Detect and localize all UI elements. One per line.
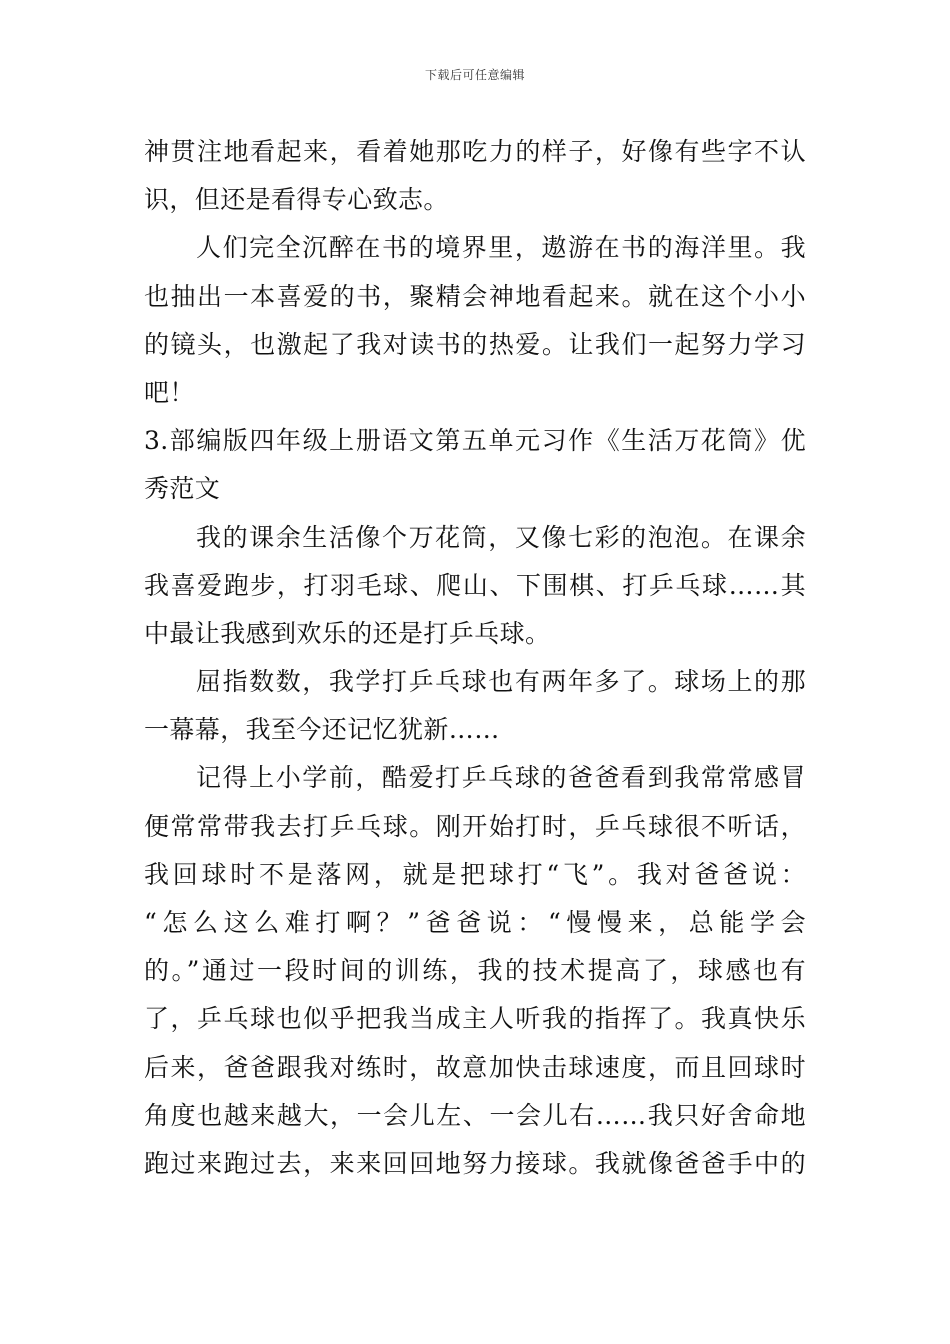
text-line: “怎么这么难打啊？”爸爸说：“慢慢来，总能学会	[144, 908, 806, 937]
section-heading-line: 秀范文	[144, 474, 221, 504]
page-header-note: 下载后可任意编辑	[424, 68, 525, 82]
text-line: 我喜爱跑步，打羽毛球、爬山、下围棋、打乒乓球……其	[144, 570, 806, 600]
text-line: 的镜头，也激起了我对读书的热爱。让我们一起努力学习	[144, 329, 806, 359]
text-line: 吧！	[144, 377, 195, 407]
text-line: 屈指数数，我学打乒乓球也有两年多了。球场上的那	[196, 667, 806, 697]
text-line: 我的课余生活像个万花筒，又像七彩的泡泡。在课余	[196, 522, 806, 552]
text-line: 跑过来跑过去，来来回回地努力接球。我就像爸爸手中的	[144, 1148, 806, 1178]
text-line: 我回球时不是落网，就是把球打“飞”。我对爸爸说：	[144, 859, 806, 889]
text-line: 的。”通过一段时间的训练，我的技术提高了，球感也有	[144, 956, 806, 986]
text-line: 中最让我感到欢乐的还是打乒乓球。	[144, 618, 551, 648]
text-line: 神贯注地看起来，看着她那吃力的样子，好像有些字不认	[144, 137, 806, 166]
section-heading-line: 3.部编版四年级上册语文第五单元习作《生活万花筒》优	[144, 426, 806, 456]
text-line: 角度也越来越大，一会儿左、一会儿右……我只好舍命地	[144, 1100, 806, 1130]
text-line: 了，乒乓球也似乎把我当成主人听我的指挥了。我真快乐	[144, 1004, 806, 1034]
text-line: 人们完全沉醉在书的境界里，遨游在书的海洋里。我	[196, 233, 806, 263]
text-line: 也抽出一本喜爱的书，聚精会神地看起来。就在这个小小	[144, 281, 806, 311]
text-line: 便常常带我去打乒乓球。刚开始打时，乒乓球很不听话，	[144, 811, 806, 841]
text-line: 记得上小学前，酷爱打乒乓球的爸爸看到我常常感冒	[196, 763, 806, 793]
text-line: 识，但还是看得专心致志。	[144, 185, 449, 215]
document-body	[144, 128, 806, 1188]
text-line: 后来，爸爸跟我对练时，故意加快击球速度，而且回球时	[144, 1052, 806, 1082]
text-line: 一幕幕，我至今还记忆犹新……	[144, 715, 500, 745]
